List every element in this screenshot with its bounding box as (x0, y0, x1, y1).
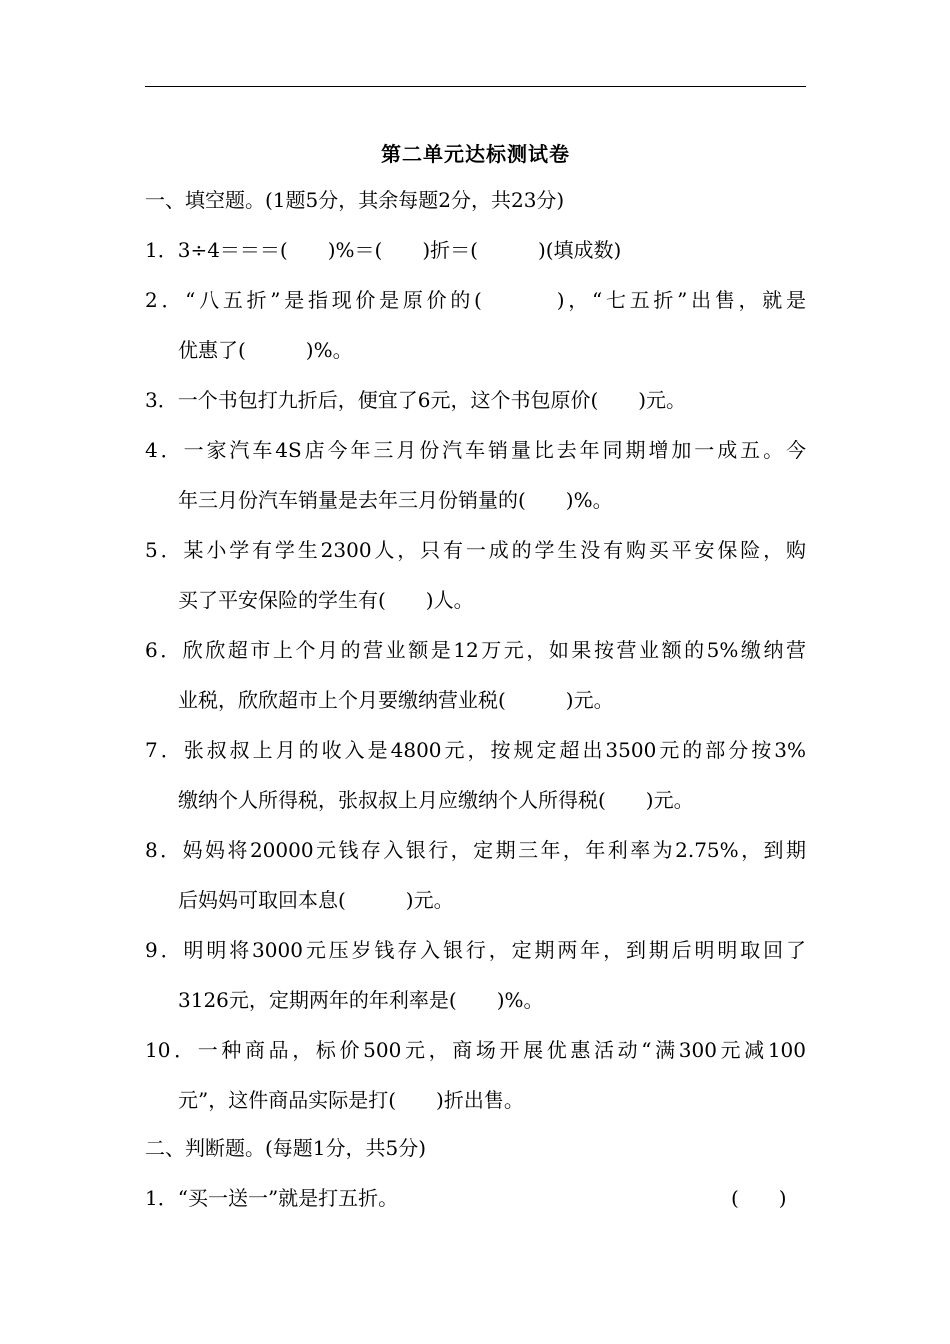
question-line: 4．一家汽车4S店今年三月份汽车销量比去年同期增加一成五。今 (145, 438, 806, 462)
question-line-continued: 后妈妈可取回本息( )元。 (178, 888, 454, 912)
question-line: 8．妈妈将20000元钱存入银行，定期三年，年利率为2.75%，到期 (145, 838, 806, 862)
question-line-continued: 缴纳个人所得税，张叔叔上月应缴纳个人所得税( )元。 (178, 788, 694, 812)
question-line: 3．一个书包打九折后，便宜了6元，这个书包原价( )元。 (145, 388, 687, 412)
question-line-continued: 业税，欣欣超市上个月要缴纳营业税( )元。 (178, 688, 614, 712)
question-line-continued: 买了平安保险的学生有( )人。 (178, 588, 474, 612)
question-line: 1．“买一送一”就是打五折。 (145, 1186, 399, 1210)
question-line-continued: 3126元，定期两年的年利率是( )%。 (178, 988, 544, 1012)
section-header-fill-blank: 一、填空题。(1题5分，其余每题2分，共23分) (145, 188, 565, 212)
header-rule (145, 86, 806, 87)
question-line: 6．欣欣超市上个月的营业额是12万元，如果按营业额的5%缴纳营 (145, 638, 806, 662)
question-line-continued: 优惠了( )%。 (178, 338, 353, 362)
page-title: 第二单元达标测试卷 (381, 142, 570, 166)
question-line: 7．张叔叔上月的收入是4800元，按规定超出3500元的部分按3% (145, 738, 806, 762)
question-line: 10．一种商品，标价500元，商场开展优惠活动“满300元减100 (145, 1038, 806, 1062)
answer-box[interactable]: ( ) (731, 1186, 787, 1210)
question-line: 1．3÷4＝＝＝( )%＝( )折＝( )(填成数) (145, 238, 622, 262)
question-line-continued: 元”，这件商品实际是打( )折出售。 (178, 1088, 524, 1112)
question-line-continued: 年三月份汽车销量是去年三月份销量的( )%。 (178, 488, 613, 512)
question-line: 2．“八五折”是指现价是原价的( )，“七五折”出售，就是 (145, 288, 806, 312)
question-line: 5．某小学有学生2300人，只有一成的学生没有购买平安保险，购 (145, 538, 806, 562)
section-header-judge: 二、判断题。(每题1分，共5分) (145, 1136, 427, 1160)
question-line: 9．明明将3000元压岁钱存入银行，定期两年，到期后明明取回了 (145, 938, 806, 962)
